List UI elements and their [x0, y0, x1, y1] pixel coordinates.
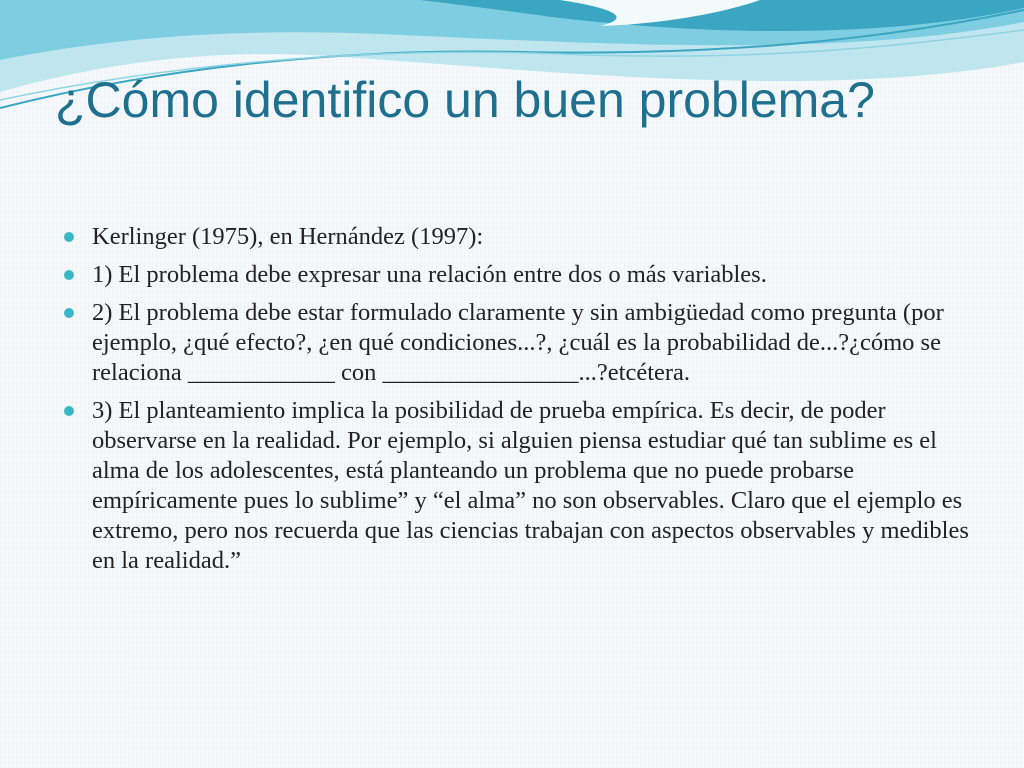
slide-title: ¿Cómo identifico un buen problema? [55, 72, 875, 128]
bullet-item [62, 298, 982, 388]
bullet-text: Kerlinger (1975), en Hernández (1997): [92, 223, 484, 250]
bullet-item [62, 396, 982, 576]
bullet-text: 2) El problema debe estar formulado claramente y sin ambigüedad como pregunta (por ejemplo, ¿qué efecto?, ¿en qué condiciones...?, ¿cuál es la probabilidad de...?¿cómo se relaciona ____________ con ________________...?etcétera. [92, 299, 944, 386]
bullet-item [62, 222, 982, 252]
bullet-text: 1) El problema debe expresar una relación entre dos o más variables. [92, 261, 767, 288]
bullet-dot-icon [64, 232, 74, 242]
bullet-dot-icon [64, 308, 74, 318]
bullet-dot-icon [64, 270, 74, 280]
bullet-item [62, 260, 982, 290]
bullet-dot-icon [64, 406, 74, 416]
bullet-list [62, 222, 982, 584]
bullet-text: 3) El planteamiento implica la posibilidad de prueba empírica. Es decir, de poder observarse en la realidad. Por ejemplo, si alguien piensa estudiar qué tan sublime es el alma de los adolescentes, está planteando un problema que no puede probarse empíricamente pues lo sublime” y “el alma” no son observables. Claro que el ejemplo es extremo, pero nos recuerda que las ciencias trabajan con aspectos observables y medibles en la realidad.” [92, 397, 969, 574]
